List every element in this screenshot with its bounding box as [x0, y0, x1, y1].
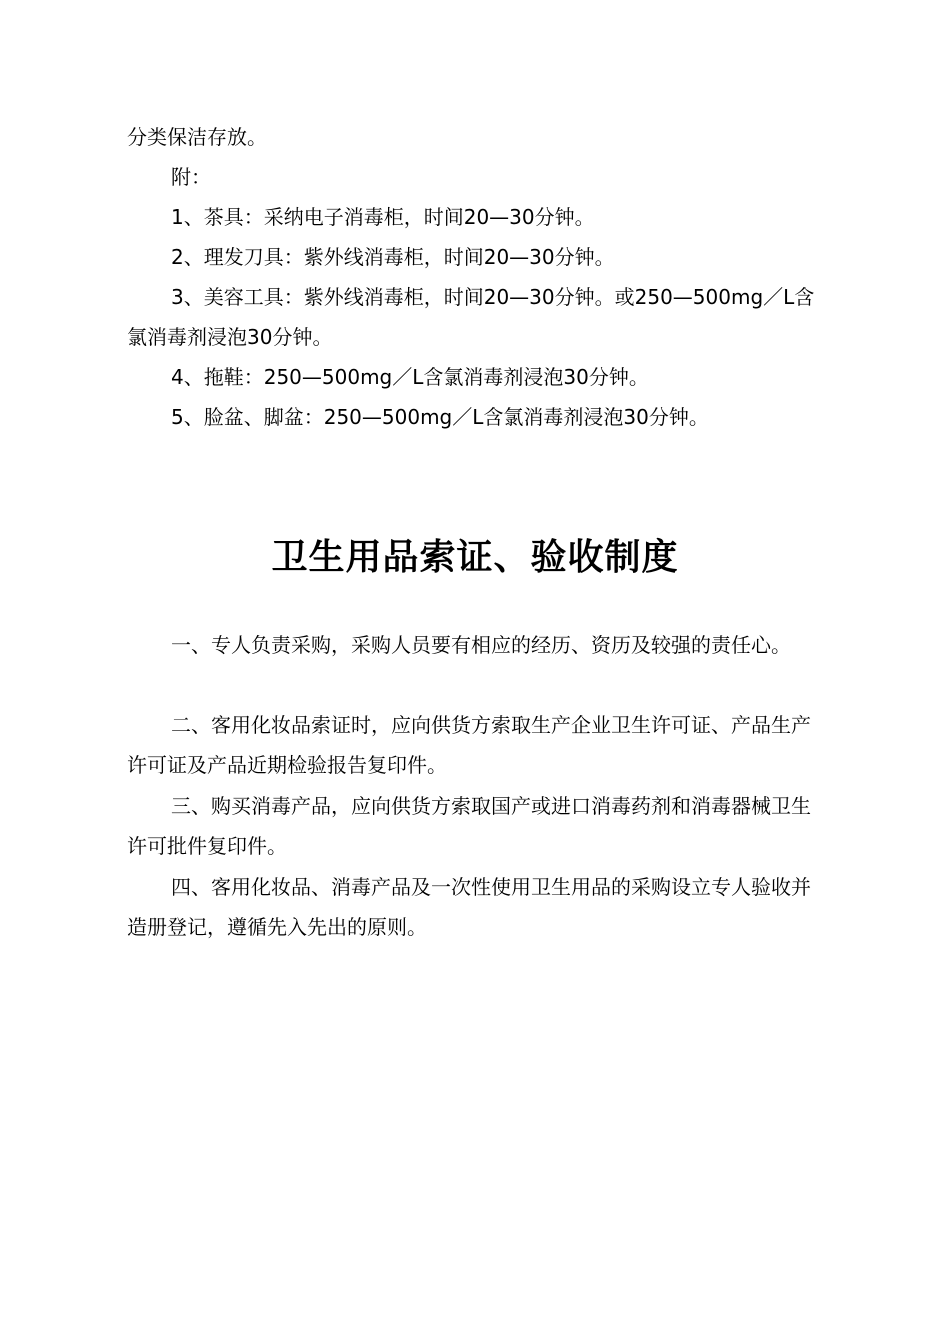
appendix-item-4: 4、拖鞋：250—500mg／L含氯消毒剂浸泡30分钟。 [171, 365, 649, 389]
appendix-item-5: 5、脸盆、脚盆：250—500mg／L含氯消毒剂浸泡30分钟。 [171, 405, 709, 429]
rule-paragraph-4: 四、客用化妆品、消毒产品及一次性使用卫生用品的采购设立专人验收并造册登记，遵循先入先出的原则。 [127, 875, 811, 939]
appendix-item-3: 3、美容工具：紫外线消毒柜，时间20—30分钟。或250—500mg／L含氯消毒剂浸泡30分钟。 [127, 285, 815, 349]
section-title: 卫生用品索证、验收制度 [271, 537, 679, 578]
rule-paragraph-2: 二、客用化妆品索证时，应向供货方索取生产企业卫生许可证、产品生产许可证及产品近期检验报告复印件。 [127, 713, 811, 777]
rule-paragraph-3: 三、购买消毒产品，应向供货方索取国产或进口消毒药剂和消毒器械卫生许可批件复印件。 [127, 794, 811, 858]
appendix-item-2: 2、理发刀具：紫外线消毒柜，时间20—30分钟。 [171, 245, 615, 269]
rule-paragraph-1: 一、专人负责采购，采购人员要有相应的经历、资历及较强的责任心。 [171, 633, 791, 657]
appendix-label: 附： [171, 165, 211, 189]
text-line-continuation: 分类保洁存放。 [127, 125, 267, 149]
appendix-item-1: 1、茶具：采纳电子消毒柜，时间20—30分钟。 [171, 205, 595, 229]
